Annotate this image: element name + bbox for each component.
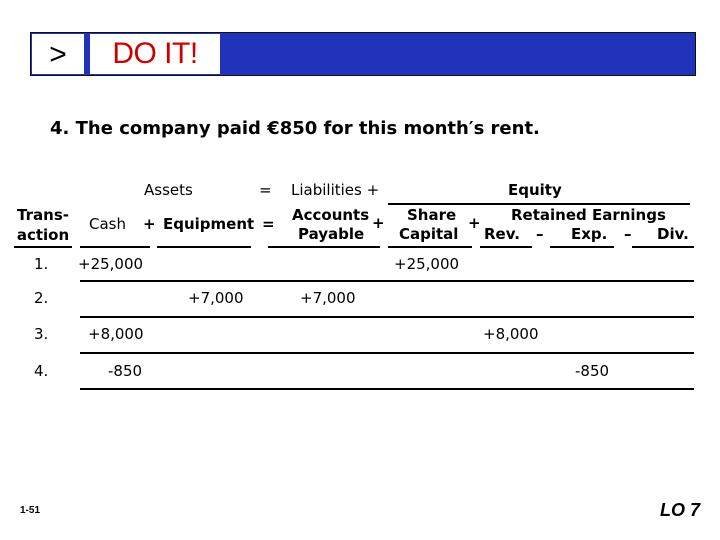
row-3-divider [80, 352, 694, 354]
learning-objective: LO 7 [660, 500, 701, 520]
transaction-header-line1: Trans- [17, 206, 69, 224]
plus-sign-1: + [143, 215, 156, 233]
plus-sign-2: + [372, 214, 385, 232]
row-3-cash: +8,000 [88, 325, 144, 343]
equipment-header: Equipment [163, 215, 255, 233]
equals-sign: = [262, 215, 275, 233]
equipment-underline [157, 246, 251, 248]
slide-title: DO IT! [112, 37, 198, 70]
row-1-divider [80, 280, 694, 282]
cash-underline [80, 246, 150, 248]
retained-earnings-header: Retained Earnings [511, 206, 666, 224]
equity-header: Equity [508, 181, 562, 199]
row-4-divider [80, 388, 694, 390]
transaction-underline [14, 246, 72, 248]
plus-sign-3: + [468, 214, 481, 232]
row-4-label: 4. [34, 362, 49, 380]
equals-header: = [259, 181, 272, 199]
row-2-accounts-payable: +7,000 [300, 289, 356, 307]
row-2-label: 2. [34, 289, 49, 307]
revenue-header: Rev. [484, 225, 520, 243]
expense-header: Exp. [571, 225, 608, 243]
assets-header: Assets [144, 181, 193, 199]
accounts-payable-underline [268, 246, 380, 248]
row-3-label: 3. [34, 325, 49, 343]
cash-header: Cash [89, 215, 126, 233]
dividends-header: Div. [657, 225, 689, 243]
dividends-underline [632, 246, 694, 248]
liabilities-header: Liabilities + [291, 181, 380, 199]
row-1-share-capital: +25,000 [394, 255, 460, 273]
accounts-payable-header-line1: Accounts [292, 206, 370, 224]
row-1-label: 1. [34, 255, 49, 273]
row-2-divider [80, 316, 694, 318]
share-capital-underline [388, 246, 472, 248]
minus-sign-1: – [536, 225, 544, 243]
equity-underline [388, 203, 690, 205]
share-capital-header-line1: Share [407, 206, 457, 224]
row-3-revenue: +8,000 [483, 325, 539, 343]
arrow-icon: > [49, 38, 67, 71]
expense-underline [550, 246, 614, 248]
share-capital-header-line2: Capital [399, 225, 459, 243]
row-1-cash: +25,000 [78, 255, 144, 273]
row-4-cash: -850 [108, 362, 143, 380]
transaction-header-line2: action [16, 226, 70, 244]
accounts-payable-header-line2: Payable [298, 225, 365, 243]
row-4-expense: -850 [575, 362, 610, 380]
question-text: 4. The company paid €850 for this month′s rent. [50, 118, 540, 139]
slide-number: 1-51 [20, 505, 41, 516]
minus-sign-2: – [624, 225, 632, 243]
row-2-equipment: +7,000 [188, 289, 244, 307]
revenue-underline [480, 246, 532, 248]
